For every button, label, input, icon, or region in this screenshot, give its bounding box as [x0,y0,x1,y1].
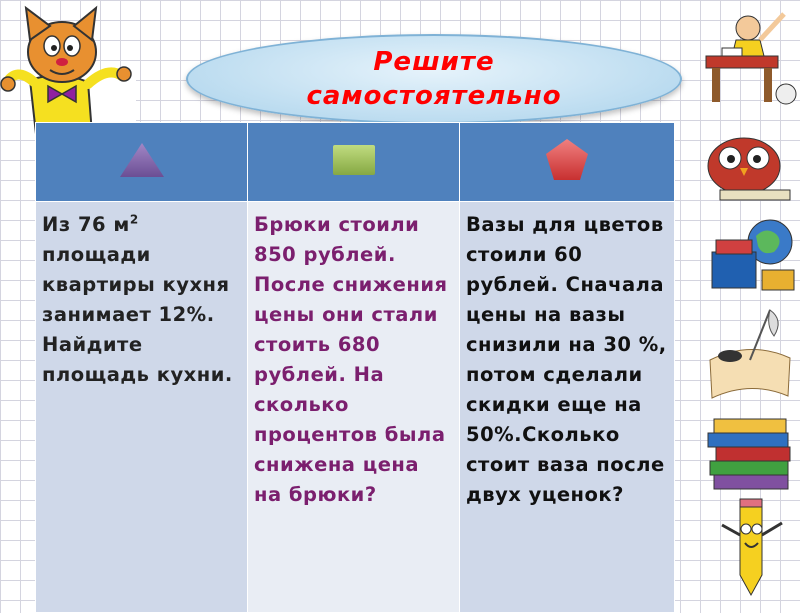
purple-triangle-icon [118,140,166,180]
tasks-table [35,122,675,613]
stack-of-books-image [700,405,800,500]
student-at-desk-image [700,0,800,110]
task-1-cell [36,202,248,613]
banner-title: Решите самостоятельно [306,47,562,111]
cartoon-cat-image [0,0,140,140]
task-3-cell: Вазы для цветов стоили 60 рублей. Сначала цены на вазы снизили на 30 %, потом сделали скидки еще на 50%.Сколько стоит ваза после двух уценок? [460,202,675,613]
task-1-text-start: Из 76 м [42,213,130,236]
owl-image [700,118,800,208]
header-cell-square [248,123,460,202]
table-header-row [36,123,675,202]
table-body-row [36,202,675,613]
task-1-superscript: 2 [129,212,139,227]
task-1-text-end: площади квартиры кухня занимает 12%. Найдите площадь кухни. [42,243,233,386]
globe-and-books-image [700,212,800,302]
scroll-and-quill-image [700,300,800,405]
pencil-character-image [700,495,800,600]
title-banner [186,34,682,124]
header-cell-pentagon [460,123,675,202]
task-2-cell: Брюки стоили 850 рублей. После снижения цены они стали стоить 680 рублей. На сколько процентов была снижена цена на брюки? [248,202,460,613]
red-pentagon-icon [544,137,590,183]
header-cell-triangle [36,123,248,202]
green-square-icon [331,143,377,177]
